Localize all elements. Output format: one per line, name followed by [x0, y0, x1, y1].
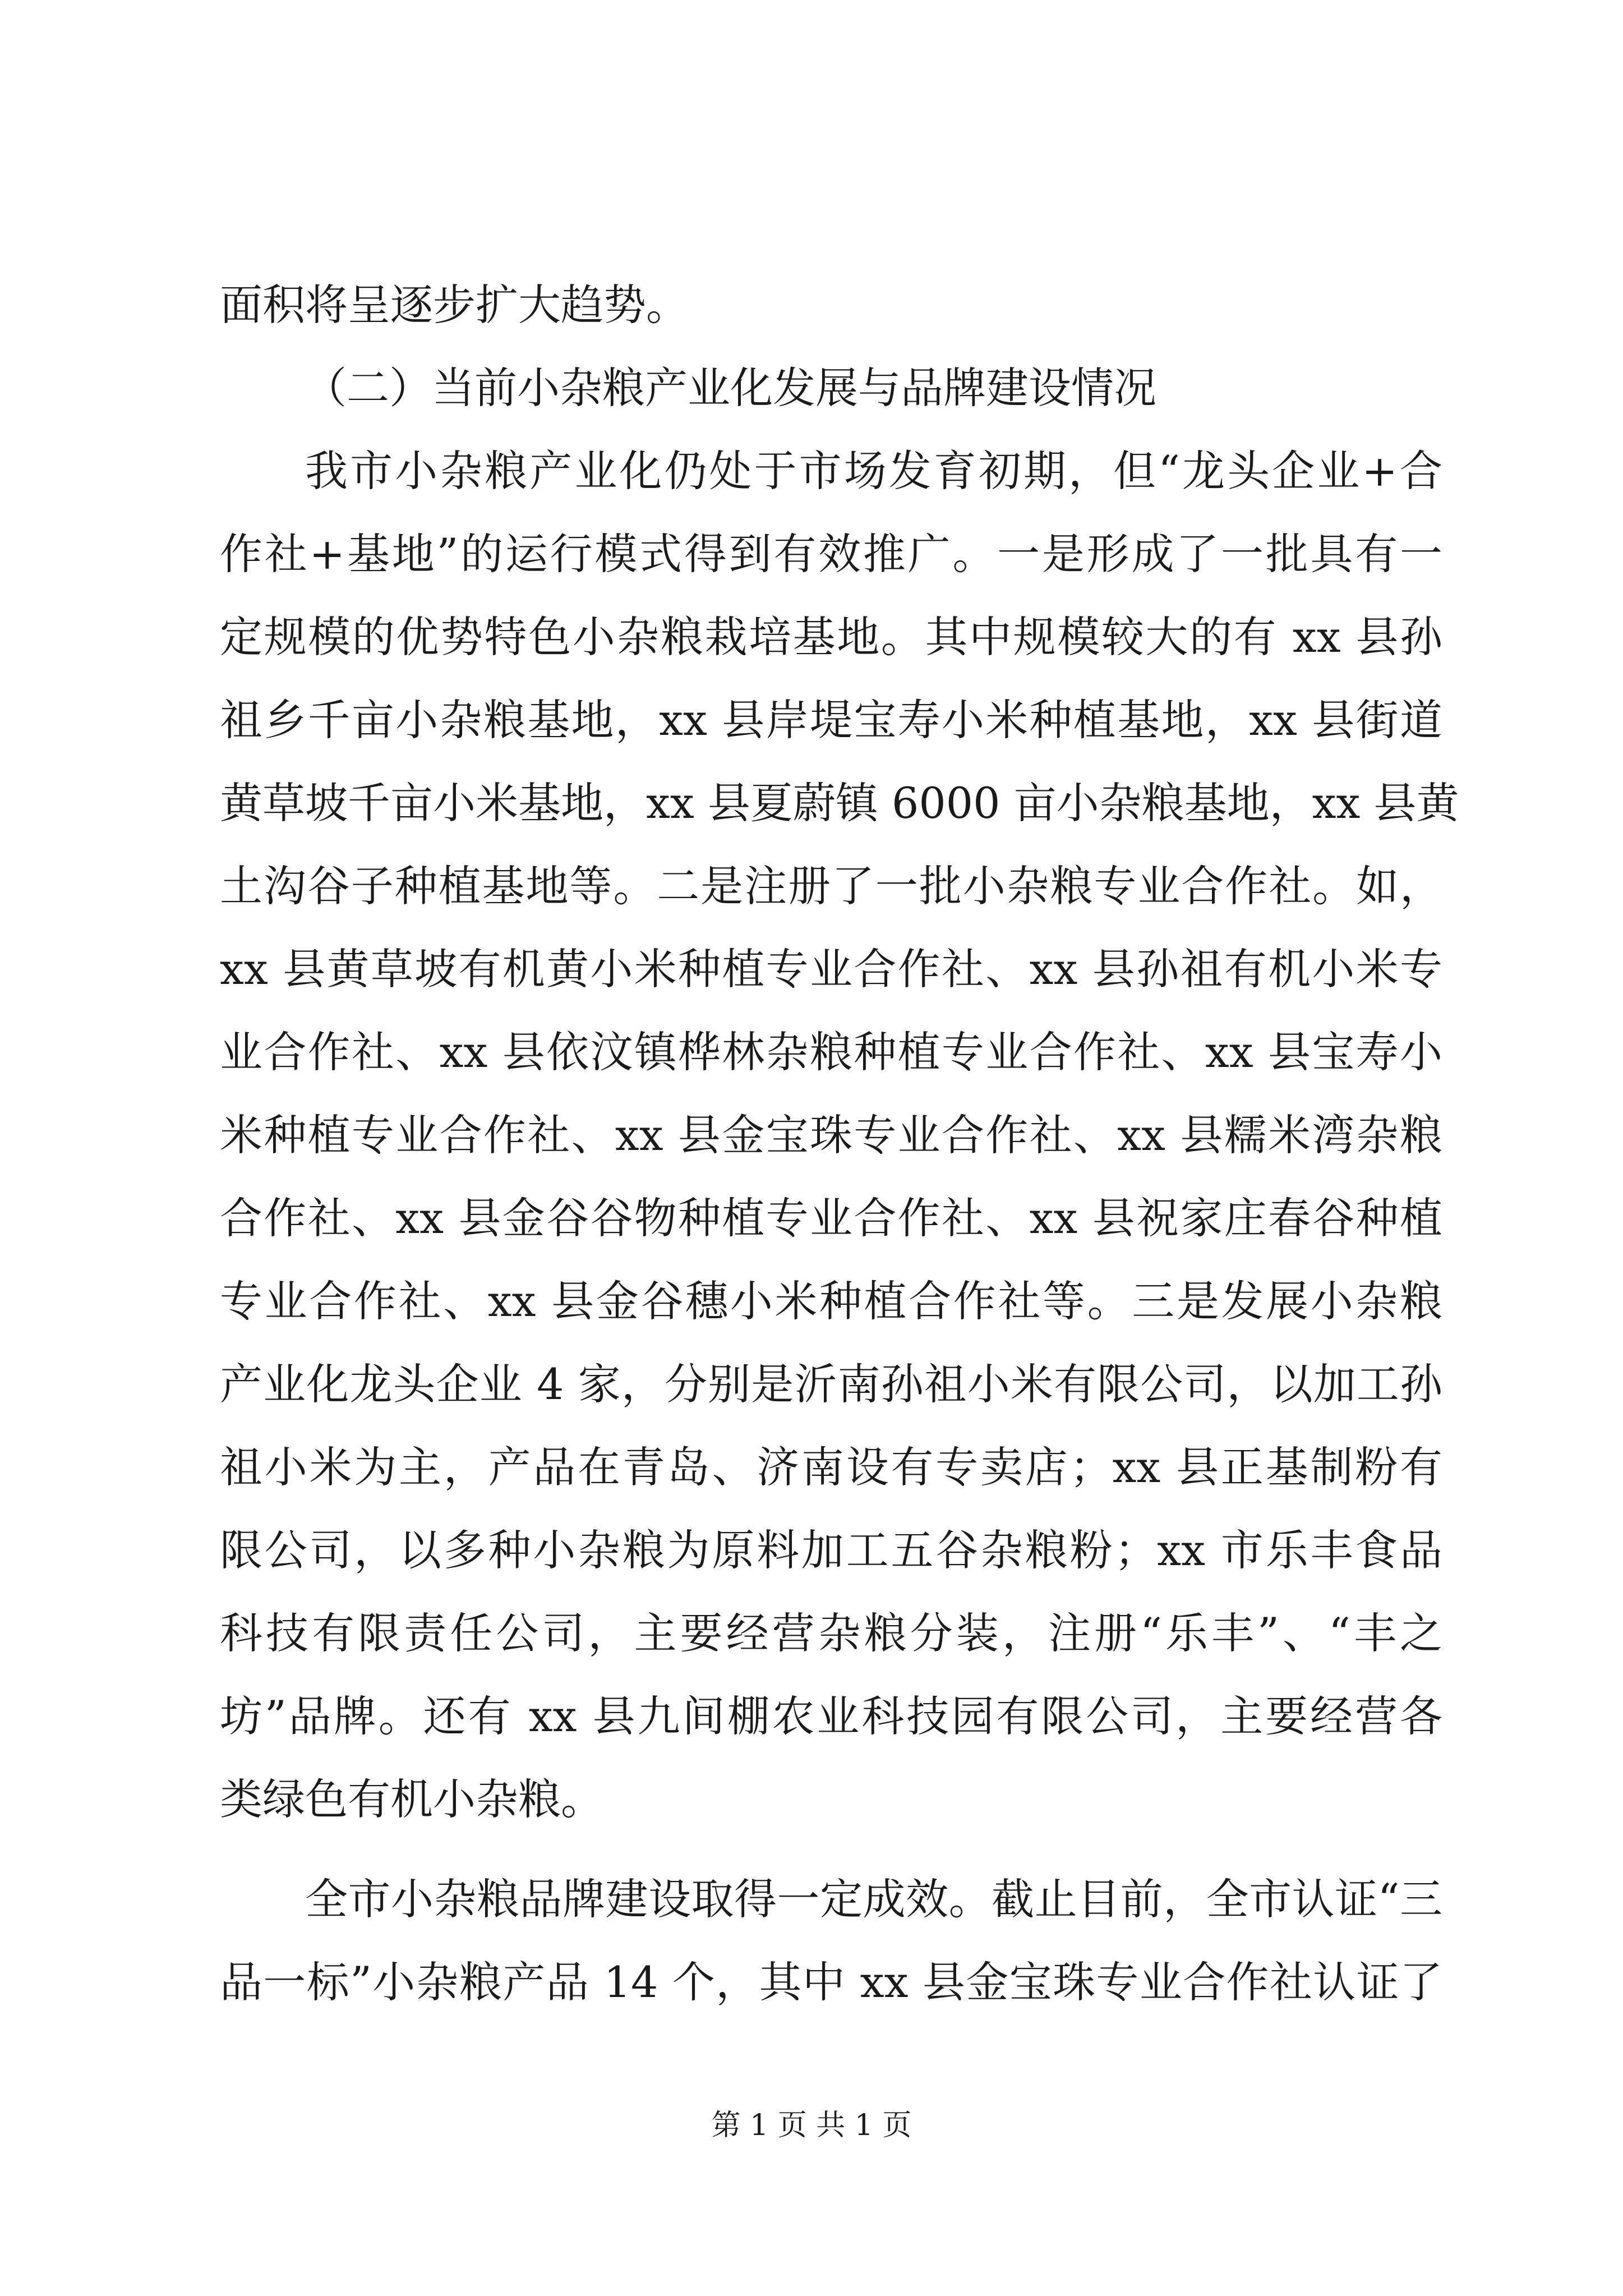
- text-line: 产业化龙头企业 4 家，分别是沂南孙祖小米有限公司，以加工孙: [220, 1359, 1442, 1409]
- text-line: 土沟谷子种植基地等。二是注册了一批小杂粮专业合作社。如，: [220, 861, 1442, 911]
- text-line: 全市小杂粮品牌建设取得一定成效。截止目前，全市认证“三: [305, 1874, 1442, 1924]
- text-line: 面积将呈逐步扩大趋势。: [220, 280, 689, 330]
- text-line: 祖小米为主，产品在青岛、济南设有专卖店；xx 县正基制粉有: [220, 1442, 1442, 1492]
- text-line: 合作社、xx 县金谷谷物种植专业合作社、xx 县祝家庄春谷种植: [220, 1193, 1442, 1243]
- text-line: 类绿色有机小杂粮。: [220, 1774, 603, 1824]
- text-line: 业合作社、xx 县依汶镇桦林杂粮种植专业合作社、xx 县宝寿小: [220, 1027, 1442, 1077]
- text-line: 坊”品牌。还有 xx 县九间棚农业科技园有限公司，主要经营各: [220, 1691, 1442, 1741]
- section-heading: （二）当前小杂粮产业化发展与品牌建设情况: [304, 363, 1156, 413]
- text-line: 品一标”小杂粮产品 14 个，其中 xx 县金宝珠专业合作社认证了: [220, 1957, 1442, 2007]
- text-line: xx 县黄草坡有机黄小米种植专业合作社、xx 县孙祖有机小米专: [220, 944, 1442, 994]
- text-line: 定规模的优势特色小杂粮栽培基地。其中规模较大的有 xx 县孙: [220, 612, 1442, 662]
- document-body: [220, 264, 1459, 2024]
- text-line: 科技有限责任公司，主要经营杂粮分装，注册“乐丰”、“丰之: [220, 1608, 1442, 1658]
- paragraph-gap: [220, 1841, 1442, 1858]
- text-line: 限公司，以多种小杂粮为原料加工五谷杂粮粉；xx 市乐丰食品: [220, 1525, 1442, 1575]
- text-line: 我市小杂粮产业化仍处于市场发育初期，但“龙头企业+合: [305, 446, 1442, 496]
- text-line: 专业合作社、xx 县金谷穗小米种植合作社等。三是发展小杂粮: [220, 1276, 1442, 1326]
- text-line: 祖乡千亩小杂粮基地，xx 县岸堤宝寿小米种植基地，xx 县街道: [220, 695, 1442, 745]
- text-line: 米种植专业合作社、xx 县金宝珠专业合作社、xx 县糯米湾杂粮: [220, 1110, 1442, 1160]
- text-line: 作社+基地”的运行模式得到有效推广。一是形成了一批具有一: [220, 529, 1442, 579]
- text-line: 黄草坡千亩小米基地，xx 县夏蔚镇 6000 亩小杂粮基地，xx 县黄: [220, 778, 1459, 828]
- page-footer: 第 1 页 共 1 页: [711, 2109, 912, 2142]
